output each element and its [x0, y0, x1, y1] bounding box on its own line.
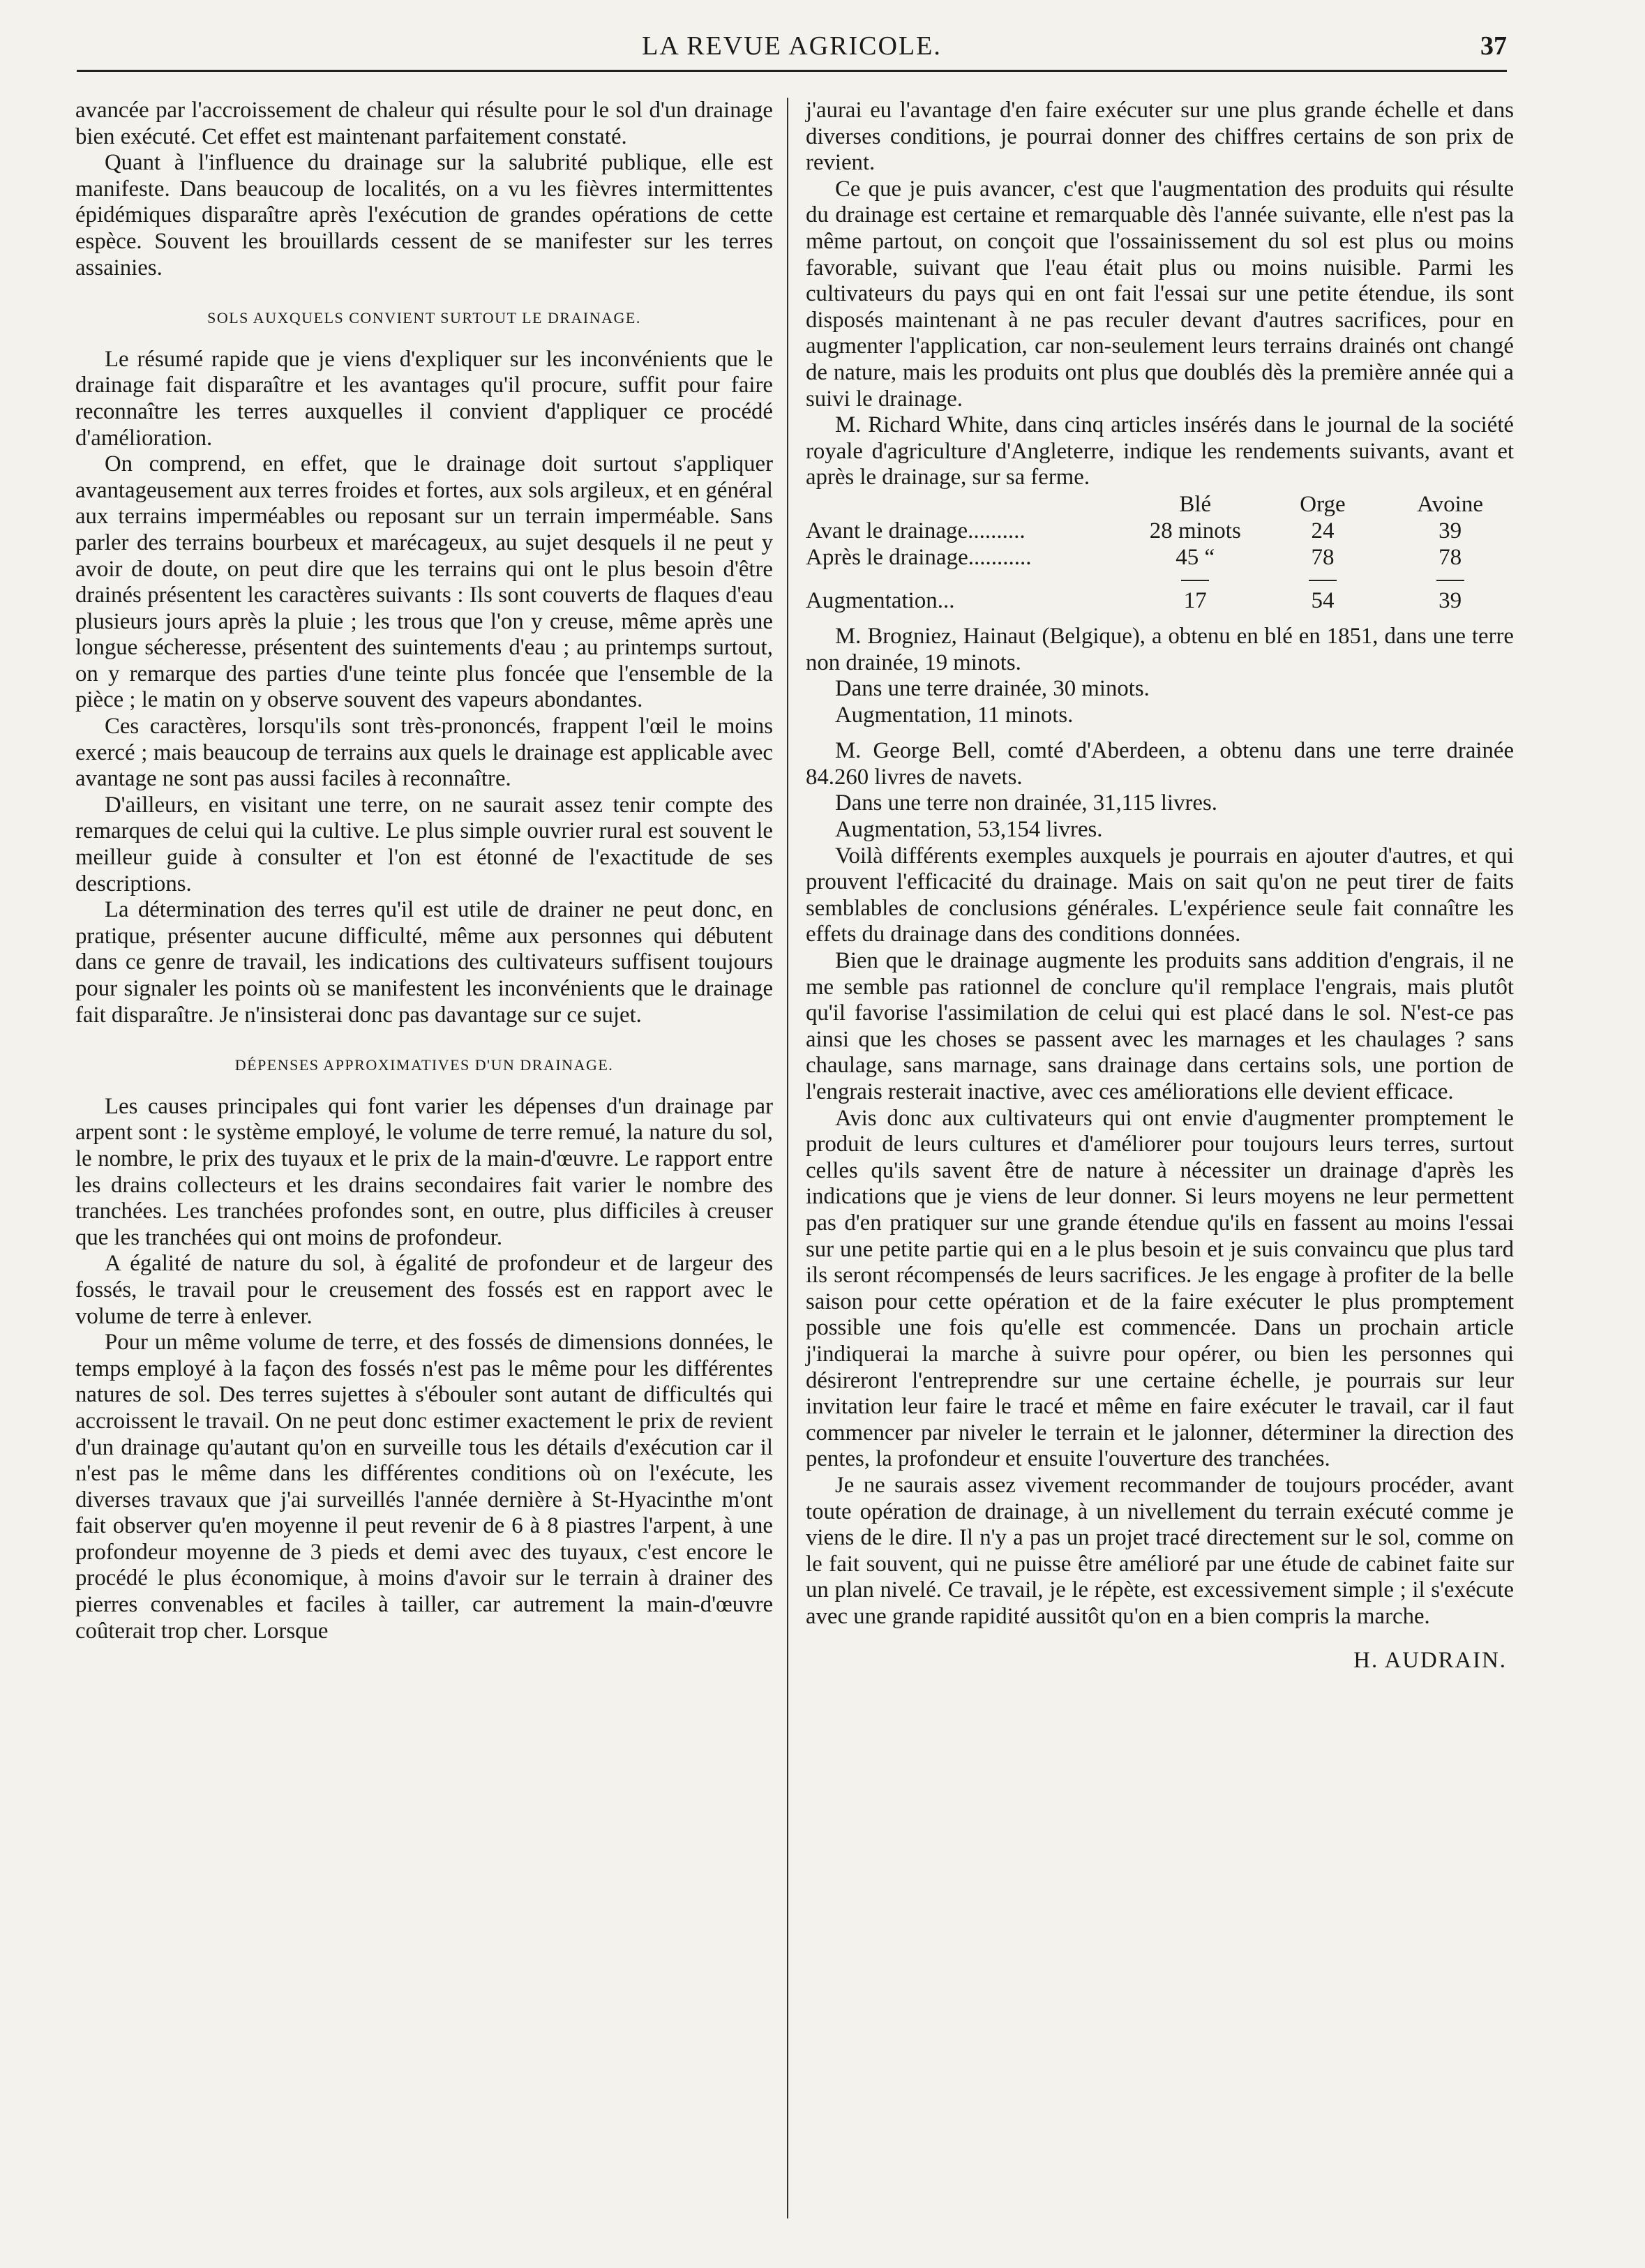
page-number: 37 — [1480, 31, 1507, 61]
paragraph: A égalité de nature du sol, à égalité de profondeur et de largeur des fossés, le travail pour le creusement des fossés est en rapport avec le volume de terre à enlever. — [75, 1251, 773, 1329]
table-cell: 24 — [1311, 518, 1335, 543]
paragraph: Avis donc aux cultivateurs qui ont envie d'augmenter promptement le produit de leurs cultures et d'améliorer pour toujours leurs terres, surtout celles qu'ils savent être de nature à nécessiter un drainage d'après les indications que je viens de leur donner. Si leurs moyens ne leur permettent pas d'en pratiquer sur une grande étendue qu'ils en fassent au moins l'essai sur une petite partie qui en a le plus besoin et je suis convaincu que plus tard ils seront récompensés de leurs sacrifices. Je les engage à profiter de la belle saison pour cette opération et de la faire exécuter le plus promptement possible une fois qu'elle est commencée. Dans un prochain article j'indiquerai la marche à suivre pour opérer, ou bien les personnes qui désireront l'entreprendre sur une certaine échelle, je pourrais sur leur invitation leur faire le tracé et même en faire exécuter le travail, car il faut commencer par niveler le terrain et le jalonner, déterminer la direction des pentes, la profondeur et ensuite l'ouverture des tranchées. — [806, 1105, 1514, 1472]
paragraph: Voilà différents exemples auxquels je pourrais en ajouter d'autres, et qui prouvent l'efficacité du drainage. Mais on sait qu'on ne peut tirer de faits semblables de conclusions générales. L'expérience seule fait connaître les effets du drainage dans des conditions données. — [806, 843, 1514, 947]
paragraph: avancée par l'accroissement de chaleur qui résulte pour le sol d'un drainage bien exécuté. Cet effet est maintenant parfaitement constaté. — [75, 98, 773, 149]
table-row — [806, 544, 1514, 571]
table-cell: 17 — [1183, 587, 1207, 613]
section-heading: DÉPENSES APPROXIMATIVES D'UN DRAINAGE. — [234, 1056, 614, 1074]
table-cell: 45 “ — [1175, 544, 1215, 570]
paragraph: j'aurai eu l'avantage d'en faire exécuter sur une plus grande échelle et dans diverses conditions, je pourrai donner des chiffres certains de son prix de revient. — [806, 98, 1514, 176]
section-heading: SOLS AUXQUELS CONVIENT SURTOUT LE DRAINAGE. — [207, 309, 641, 327]
paragraph: M. Richard White, dans cinq articles insérés dans le journal de la société royale d'agriculture d'Angleterre, indique les rendements suivants, avant et après le drainage, sur sa ferme. — [806, 412, 1514, 490]
paragraph: Quant à l'influence du drainage sur la salubrité publique, elle est manifeste. Dans beaucoup de localités, on a vu les fièvres intermittentes épidémiques disparaître après l'exécution de grandes opérations de cette espèce. Souvent les brouillards cessent de se manifester sur les terres assainies. — [75, 150, 773, 280]
paragraph: Augmentation, 11 minots. — [835, 702, 1074, 728]
row-label: Après le drainage........... — [806, 544, 1032, 570]
running-title: LA REVUE AGRICOLE. — [642, 31, 942, 61]
paragraph: Augmentation, 53,154 livres. — [835, 817, 1103, 843]
rule-mark — [1436, 580, 1464, 581]
row-label: Augmentation... — [806, 587, 955, 613]
paragraph: Je ne saurais assez vivement recommander de toujours procéder, avant toute opération de drainage, à un nivellement du terrain exécuté comme je viens de le dire. Il n'y a pas un projet tracé directement sur le sol, comme on le fait souvent, qui ne puisse être amélioré par une étude de cabinet faite sur un plan nivelé. Ce travail, je le répète, est excessivement simple ; il s'exécute avec une grande rapidité aussitôt qu'on en a bien compris la marche. — [806, 1472, 1514, 1629]
table-cell: 28 minots — [1149, 518, 1241, 543]
paragraph: La détermination des terres qu'il est utile de drainer ne peut donc, en pratique, présenter aucune difficulté, même aux personnes qui débutent dans ce genre de travail, les indications des cultivateurs suffisent toujours pour signaler les points où se manifestent les inconvénients que le drainage fait disparaître. Je n'insisterai donc pas davantage sur ce sujet. — [75, 897, 773, 1028]
table-header-row — [806, 491, 1514, 518]
author-signature: H. AUDRAIN. — [1353, 1648, 1507, 1674]
paragraph: Les causes principales qui font varier les dépenses d'un drainage par arpent sont : le système employé, le volume de terre remué, la nature du sol, le nombre, le prix des tuyaux et le prix de la main-d'œuvre. Le rapport entre les drains collecteurs et les drains secondaires fait varier le nombre des tranchées. Les tranchées profondes sont, en outre, plus difficiles à creuser que les tranchées qui ont moins de profondeur. — [75, 1093, 773, 1250]
paragraph: On comprend, en effet, que le drainage doit surtout s'appliquer avantageusement aux terres froides et fortes, aux sols argileux, et en général aux terrains imperméables ou reposant sur un terrain imperméable. Sans parler des terrains bourbeux et marécageux, au sujet desquels il ne peut y avoir de doute, on peut dire que les terrains qui ont le plus besoin d'être drainés présentent les caractères suivants : Ils sont couverts de flaques d'eau plusieurs jours après la pluie ; les trous que l'on y creuse, même après une longue sécheresse, présentent des suintements d'eau ; au printemps surtout, on y remarque des parties d'une teinte plus foncée que l'ensemble de la pièce ; le matin on y observe souvent des vapeurs abondantes. — [75, 451, 773, 713]
paragraph: Le résumé rapide que je viens d'expliquer sur les inconvénients que le drainage fait disparaître et les avantages qu'il procure, suffit pour faire reconnaître les terres auxquelles il convient d'appliquer ce procédé d'amélioration. — [75, 346, 773, 451]
paragraph: Ce que je puis avancer, c'est que l'augmentation des produits qui résulte du drainage est certaine et remarquable dès l'année suivante, elle n'est pas la même partout, on conçoit que l'ossainissement du sol est plus ou moins favorable, suivant que l'eau était plus ou moins nuisible. Parmi les cultivateurs du pays qui en ont fait l'essai sur une petite étendue, ils sont disposés maintenant à ne pas reculer devant d'autres sacrifices, pour en augmenter l'application, car non-seulement leurs terrains drainés ont changé de nature, mais les produits ont plus que doublés dès la première année qui a suivi le drainage. — [806, 176, 1514, 412]
column-divider — [787, 98, 788, 2218]
table-cell: 54 — [1311, 587, 1335, 613]
paragraph: Bien que le drainage augmente les produits sans addition d'engrais, il ne me semble pas rationnel de conclure qu'il remplace l'engrais, mais plutôt qu'il favorise l'assimilation de celui qui est placé dans le sol. N'est-ce pas ainsi que les choses se passent avec les marnages et les chaulages ? sans chaulage, sans marnage, sans drainage dans certains sols, une portion de l'engrais resterait inactive, avec ces améliorations elle devient efficace. — [806, 948, 1514, 1104]
paragraph: Dans une terre non drainée, 31,115 livres. — [835, 790, 1217, 816]
table-total-row — [806, 587, 1514, 614]
table-cell: 39 — [1439, 587, 1462, 613]
table-cell: 78 — [1439, 544, 1462, 570]
yield-table — [806, 491, 1514, 614]
rule-mark — [1181, 580, 1209, 581]
table-cell: 39 — [1439, 518, 1462, 543]
paragraph: Pour un même volume de terre, et des fossés de dimensions données, le temps employé à la façon des fossés n'est pas le même pour les différentes natures de sol. Des terres sujettes à s'ébouler sont autant de difficultés qui accroissent le travail. On ne peut donc estimer exactement le prix de revient d'un drainage qu'autant qu'on en surveille tous les détails d'exécution car il n'est pas le même dans les différentes conditions où on l'exécute, les diverses travaux que j'ai surveillés l'année dernière à St-Hyacinthe m'ont fait observer qu'en moyenne il peut revenir de 6 à 8 piastres l'arpent, à une profondeur moyenne de 3 pieds et demi avec des tuyaux, c'est encore le procédé le plus économique, à moins d'avoir sur le terrain à drainer des pierres convenables et faciles à tailler, car autrement la main-d'œuvre coûterait trop cher. Lorsque — [75, 1330, 773, 1644]
paragraph: M. Brogniez, Hainaut (Belgique), a obtenu en blé en 1851, dans une terre non drainée, 19 minots. — [806, 623, 1514, 675]
right-column — [806, 98, 1514, 1674]
page-header — [77, 28, 1507, 72]
table-cell: 78 — [1311, 544, 1335, 570]
column-header: Avoine — [1417, 491, 1483, 517]
paragraph: D'ailleurs, en visitant une terre, on ne saurait assez tenir compte des remarques de celui qui la cultive. Le plus simple ouvrier rural est souvent le meilleur guide à consulter et l'on est étonné de l'exactitude de ses descriptions. — [75, 792, 773, 896]
paragraph: M. George Bell, comté d'Aberdeen, a obtenu dans une terre drainée 84.260 livres de navets. — [806, 738, 1514, 790]
table-rule-row — [806, 571, 1514, 587]
rule-mark — [1309, 580, 1337, 581]
table-row — [806, 518, 1514, 544]
left-column — [75, 98, 773, 1644]
paragraph: Dans une terre drainée, 30 minots. — [835, 676, 1150, 702]
paragraph: Ces caractères, lorsqu'ils sont très-prononcés, frappent l'œil le moins exercé ; mais beaucoup de terrains aux quels le drainage est applicable avec avantage ne sont pas aussi faciles à reconnaître. — [75, 714, 773, 792]
row-label: Avant le drainage.......... — [806, 518, 1026, 543]
column-header: Blé — [1179, 491, 1212, 517]
column-header: Orge — [1300, 491, 1346, 517]
